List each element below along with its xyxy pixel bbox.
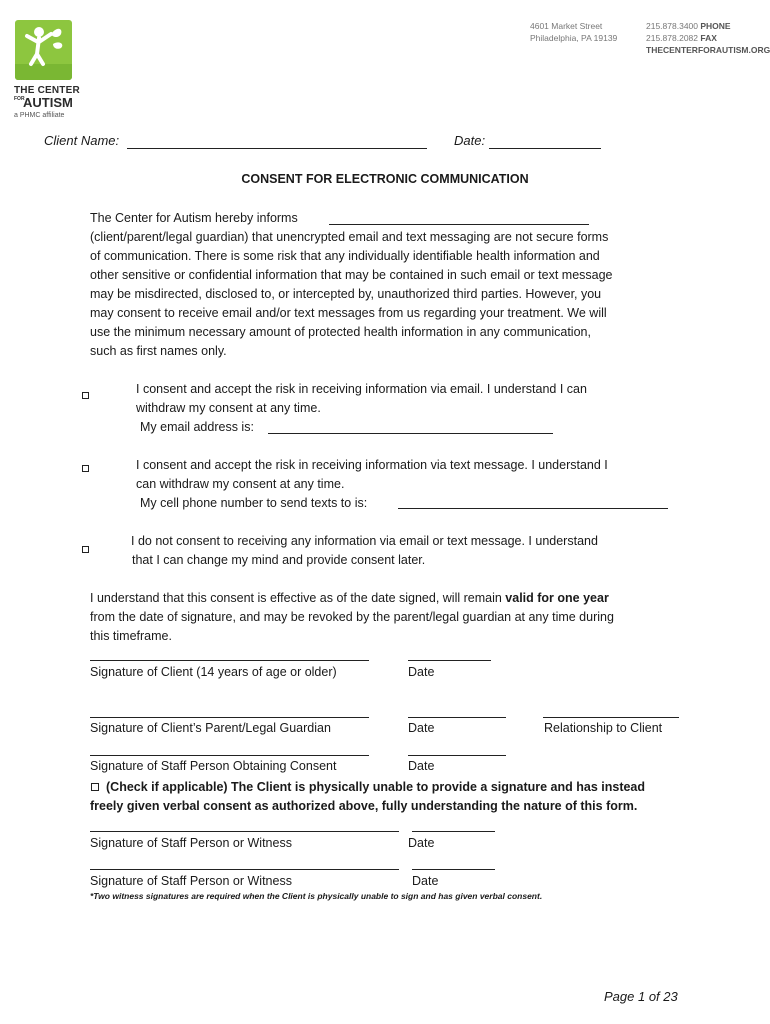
staff-signature-field[interactable] bbox=[90, 755, 369, 756]
client-name-label: Client Name: bbox=[44, 133, 120, 148]
page-number: Page 1 of 23 bbox=[604, 989, 678, 1004]
client-signature-field[interactable] bbox=[90, 660, 369, 661]
option-line: I consent and accept the risk in receiving information via text message. I understand I bbox=[136, 458, 608, 472]
witness1-signature-label: Signature of Staff Person or Witness bbox=[90, 836, 292, 850]
email-consent-checkbox[interactable] bbox=[82, 392, 89, 399]
verbal-consent-checkbox[interactable] bbox=[91, 783, 99, 791]
contact-block bbox=[646, 20, 770, 56]
relationship-field[interactable] bbox=[543, 717, 679, 718]
witness2-signature-label: Signature of Staff Person or Witness bbox=[90, 874, 292, 888]
staff-date-label: Date bbox=[408, 759, 435, 773]
witness1-date-field[interactable] bbox=[412, 831, 495, 832]
address-street: 4601 Market Street bbox=[530, 21, 603, 31]
validity-line: from the date of signature, and may be revoked by the parent/legal guardian at any time during bbox=[90, 610, 614, 624]
option-line: can withdraw my consent at any time. bbox=[136, 477, 345, 491]
witness1-date-label: Date bbox=[408, 836, 435, 850]
option-line: withdraw my consent at any time. bbox=[136, 401, 321, 415]
client-date-field[interactable] bbox=[408, 660, 491, 661]
witness2-date-label: Date bbox=[412, 874, 439, 888]
phone-number: 215.878.3400 bbox=[646, 21, 698, 31]
option-line: I do not consent to receiving any information via email or text message. I understand bbox=[131, 534, 598, 548]
email-consent-text bbox=[136, 380, 696, 437]
parent-signature-field[interactable] bbox=[90, 717, 369, 718]
email-address-field[interactable] bbox=[268, 433, 553, 434]
witness1-signature-field[interactable] bbox=[90, 831, 399, 832]
validity-duration: valid for one year bbox=[505, 591, 609, 605]
logo-text-line1: THE CENTER bbox=[14, 85, 80, 96]
parent-date-label: Date bbox=[408, 721, 435, 735]
client-name-field[interactable] bbox=[127, 148, 427, 149]
logo-text-line2: AUTISM bbox=[23, 95, 73, 110]
cell-phone-field[interactable] bbox=[398, 508, 668, 509]
intro-paragraph bbox=[90, 209, 690, 361]
validity-paragraph bbox=[90, 589, 690, 646]
parent-date-field[interactable] bbox=[408, 717, 506, 718]
text-consent-checkbox[interactable] bbox=[82, 465, 89, 472]
phone-label: PHONE bbox=[700, 21, 731, 31]
logo-affiliate: a PHMC affiliate bbox=[14, 112, 65, 119]
date-label: Date: bbox=[454, 133, 486, 148]
intro-line: The Center for Autism hereby informs bbox=[90, 211, 298, 225]
relationship-label: Relationship to Client bbox=[544, 721, 663, 735]
date-field[interactable] bbox=[489, 148, 601, 149]
intro-line: may consent to receive email and/or text messages from us regarding your treatment. We will bbox=[90, 306, 607, 320]
client-guardian-name-field[interactable] bbox=[329, 224, 589, 225]
verbal-consent-line2: freely given verbal consent as authorized above, fully understanding the nature of this form. bbox=[90, 799, 638, 813]
client-signature-label: Signature of Client (14 years of age or older) bbox=[90, 665, 337, 679]
email-address-label: My email address is: bbox=[140, 420, 254, 434]
intro-line: use the minimum necessary amount of protected health information in any communication, bbox=[90, 325, 591, 339]
witness2-signature-field[interactable] bbox=[90, 869, 399, 870]
staff-date-field[interactable] bbox=[408, 755, 506, 756]
document-title: CONSENT FOR ELECTRONIC COMMUNICATION bbox=[241, 172, 529, 186]
address-block bbox=[530, 20, 617, 44]
child-figure-icon bbox=[15, 20, 72, 80]
website: THECENTERFORAUTISM.ORG bbox=[646, 45, 770, 55]
verbal-consent-line1: (Check if applicable) The Client is physically unable to provide a signature and has instead bbox=[106, 780, 646, 794]
address-city: Philadelphia, PA 19139 bbox=[530, 33, 618, 43]
option-line: that I can change my mind and provide consent later. bbox=[132, 553, 426, 567]
no-consent-text bbox=[131, 532, 691, 570]
validity-text: I understand that this consent is effective as of the date signed, will remain bbox=[90, 591, 506, 605]
intro-line: of communication. There is some risk that any individually identifiable health information and bbox=[90, 249, 600, 263]
fax-label: FAX bbox=[700, 33, 717, 43]
logo-text-for: FOR bbox=[14, 96, 25, 102]
logo-mark bbox=[15, 20, 72, 80]
phone-number-label: My cell phone number to send texts to is: bbox=[140, 496, 368, 510]
footnote: *Two witness signatures are required when the Client is physically unable to sign and has given verbal consent. bbox=[90, 891, 543, 901]
option-line: I consent and accept the risk in receiving information via email. I understand I can bbox=[136, 382, 587, 396]
validity-line: this timeframe. bbox=[90, 629, 172, 643]
witness2-date-field[interactable] bbox=[412, 869, 495, 870]
intro-line: may be misdirected, disclosed to, or intercepted by, unauthorized third parties. However, you bbox=[90, 287, 602, 301]
staff-signature-label: Signature of Staff Person Obtaining Consent bbox=[90, 759, 337, 773]
client-date-label: Date bbox=[408, 665, 435, 679]
text-consent-text bbox=[136, 456, 696, 513]
intro-line: other sensitive or confidential information that may be contained in such email or text message bbox=[90, 268, 613, 282]
intro-line: (client/parent/legal guardian) that unencrypted email and text messaging are not secure forms bbox=[90, 230, 609, 244]
parent-signature-label: Signature of Client’s Parent/Legal Guardian bbox=[90, 721, 331, 735]
no-consent-checkbox[interactable] bbox=[82, 546, 89, 553]
intro-line: such as first names only. bbox=[90, 344, 227, 358]
fax-number: 215.878.2082 bbox=[646, 33, 698, 43]
